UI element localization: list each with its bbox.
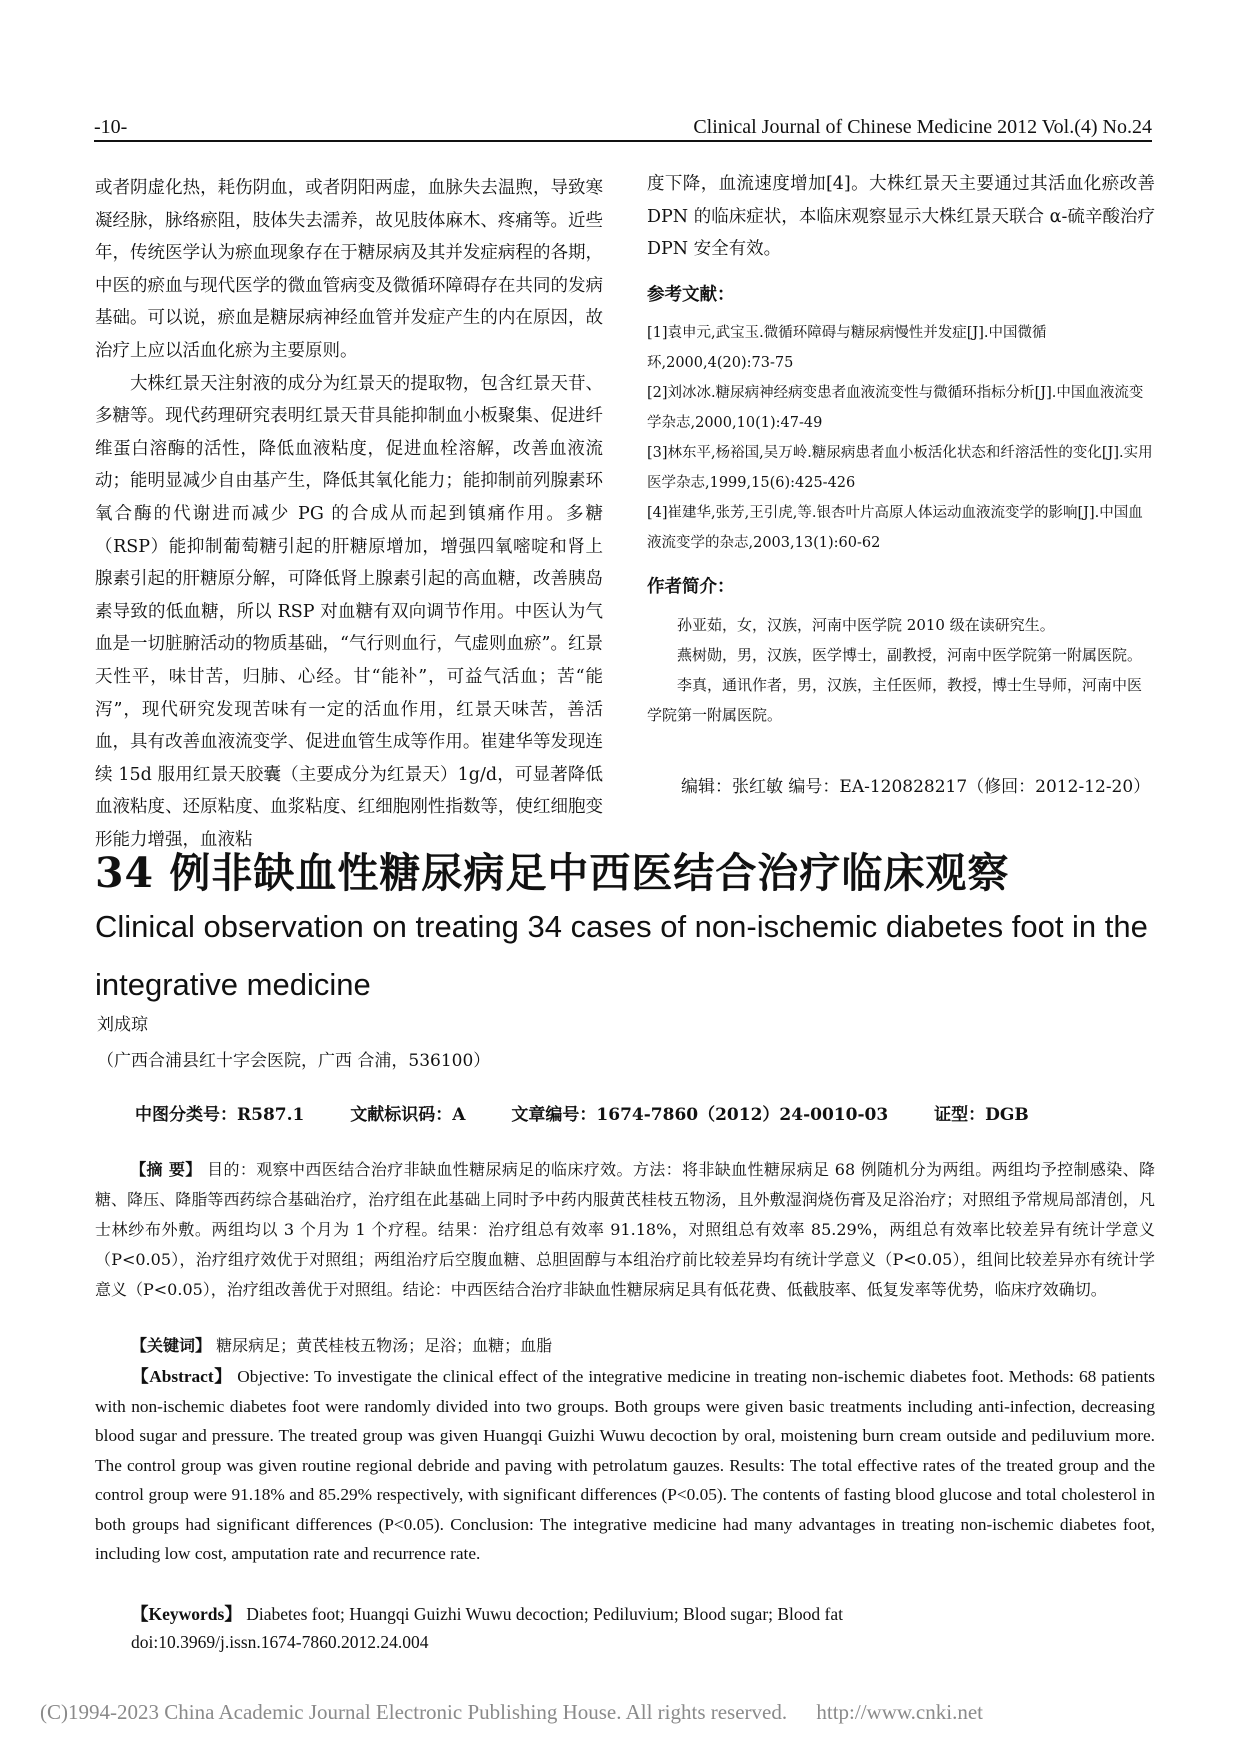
author-affiliation: （广西合浦县红十字会医院，广西 合浦，536100）: [97, 1051, 491, 1071]
doi: doi:10.3969/j.issn.1674-7860.2012.24.004: [131, 1632, 429, 1652]
keywords-en: [131, 1601, 843, 1626]
running-header: [94, 112, 1152, 142]
references-heading: 参考文献：: [647, 284, 735, 305]
copyright-text: (C)1994-2023 China Academic Journal Electronic Publishing House. All rights reserved.: [40, 1700, 788, 1724]
keywords-en-label: 【Keywords】: [131, 1604, 242, 1624]
clc-number: 中图分类号：R587.1: [135, 1105, 305, 1125]
author-bio: 燕树勋，男，汉族，医学博士，副教授，河南中医学院第一附属医院。: [677, 645, 1143, 664]
abstract-cn: [95, 1155, 1155, 1305]
editor-line: 编辑：张红敏 编号：EA-120828217（修回：2012-12-20）: [681, 776, 1151, 797]
page-number: -10-: [94, 116, 128, 138]
right-column: [647, 168, 1155, 797]
article-title-en: Clinical observation on treating 34 cases of non-ischemic diabetes foot in the integrative medicine: [95, 909, 1148, 1002]
body-paragraph: 或者阴虚化热，耗伤阴血，或者阴阳两虚，血脉失去温煦，导致寒凝经脉，脉络瘀阻，肢体失去濡养，故见肢体麻木、疼痛等。近些年，传统医学认为瘀血现象存在于糖尿病及其并发症病程的各期，中医的瘀血与现代医学的微血管病变及微循环障碍存在共同的发病基础。可以说，瘀血是糖尿病神经血管并发症产生的内在原因，故治疗上应以活血化瘀为主要原则。: [95, 178, 603, 361]
keywords-cn-text: 糖尿病足；黄芪桂枝五物汤；足浴；血糖；血脂: [216, 1336, 553, 1355]
left-column: [95, 172, 603, 856]
abstract-en: [95, 1362, 1155, 1569]
author-bio: 李真，通讯作者，男，汉族，主任医师，教授，博士生导师，河南中医学院第一附属医院。: [647, 675, 1143, 724]
keywords-cn-label: 【关键词】: [131, 1336, 212, 1355]
header-rule: [94, 140, 1152, 142]
cnki-url: http://www.cnki.net: [816, 1700, 983, 1724]
body-paragraph-continued: 度下降，血流速度增加[4]。大株红景天主要通过其活血化瘀改善 DPN 的临床症状，本临床观察显示大株红景天联合 α-硫辛酸治疗 DPN 安全有效。: [647, 174, 1155, 260]
reference-item: [3]林东平,杨裕国,吴万岭.糖尿病患者血小板活化状态和纤溶活性的变化[J].实用医学杂志,1999,15(6):425-426: [647, 444, 1153, 491]
abstract-en-text: Objective: To investigate the clinical effect of the integrative medicine in treating non-ischemic diabetes foot. Methods: 68 patients with non-ischemic diabetes foot were randomly divided into two groups. Both groups were given basic treatments including anti-infection, decreasing blood sugar and pressure. The treated group was given Huangqi Guizhi Wuwu decoction by oral, moistening burn cream outside and pediluvium more. The control group was given routine regional debride and paving with petrolatum gauzes. Results: The total effective rates of the treated group and the control group were 91.18% and 85.29% respectively, with significant differences (P<0.05). The contents of fasting blood glucose and total cholesterol in both groups had significant differences (P<0.05). Conclusion: The integrative medicine had many advantages in treating non-ischemic diabetes foot, including low cost, amputation rate and recurrence rate.: [95, 1367, 1156, 1563]
author-bio: 孙亚茹，女，汉族，河南中医学院 2010 级在读研究生。: [677, 615, 1055, 634]
copyright-footer: [40, 1700, 1007, 1725]
abstract-cn-label: 【摘 要】: [130, 1160, 202, 1179]
abstract-cn-text: 目的：观察中西医结合治疗非缺血性糖尿病足的临床疗效。方法：将非缺血性糖尿病足 68 例随机分为两组。两组均予控制感染、降糖、降压、降脂等西药综合基础治疗，治疗组在此基础上同时予中药内服黄芪桂枝五物汤，且外敷湿润烧伤膏及足浴治疗；对照组予常规局部清创，凡士林纱布外敷。两组均以 3 个月为 1 个疗程。结果：治疗组总有效率 91.18%，对照组总有效率 85.29%，两组总有效率比较差异有统计学意义（P<0.05），治疗组疗效优于对照组；两组治疗后空腹血糖、总胆固醇与本组治疗前比较差异均有统计学意义（P<0.05），组间比较差异亦有统计学意义（P<0.05），治疗组改善优于对照组。结论：中西医结合治疗非缺血性糖尿病足具有低花费、低截肢率、低复发率等优势，临床疗效确切。: [95, 1160, 1155, 1299]
reference-item: [4]崔建华,张芳,王引虎,等.银杏叶片高原人体运动血液流变学的影响[J].中国血液流变学的杂志,2003,13(1):60-62: [647, 504, 1143, 551]
article-author: 刘成琼: [97, 1015, 148, 1035]
body-paragraph: 大株红景天注射液的成分为红景天的提取物，包含红景天苷、多糖等。现代药理研究表明红景天苷具能抑制血小板聚集、促进纤维蛋白溶酶的活性，降低血液粘度，促进血栓溶解，改善血液流动；能明显减少自由基产生，降低其氧化能力；能抑制前列腺素环氧合酶的代谢进而减少 PG 的合成从而起到镇痛作用。多糖（RSP）能抑制葡萄糖引起的肝糖原增加，增强四氧嘧啶和肾上腺素引起的肝糖原分解，可降低肾上腺素引起的高血糖，改善胰岛素导致的低血糖，所以 RSP 对血糖有双向调节作用。中医认为气血是一切脏腑活动的物质基础，“气行则血行，气虚则血瘀”。红景天性平，味甘苦，归肺、心经。甘“能补”，可益气活血；苦“能泻”，现代研究发现苦味有一定的活血作用，红景天味苦，善活血，具有改善血液流变学、促进血管生成等作用。崔建华等发现连续 15d 服用红景天胶囊（主要成分为红景天）1g/d，可显著降低血液粘度、还原粘度、血浆粘度、红细胞刚性指数等，使红细胞变形能力增强，血液粘: [95, 373, 603, 850]
syndrome-type: 证型：DGB: [934, 1105, 1029, 1125]
classification-line: [135, 1100, 1145, 1125]
author-bio-heading: 作者简介：: [647, 576, 735, 597]
article-number: 文章编号：1674-7860（2012）24-0010-03: [511, 1105, 889, 1125]
article-title-cn: 34 例非缺血性糖尿病足中西医结合治疗临床观察: [95, 849, 1010, 897]
abstract-en-label: 【Abstract】: [131, 1367, 233, 1386]
journal-citation: Clinical Journal of Chinese Medicine 2012 Vol.(4) No.24: [693, 116, 1152, 138]
keywords-en-text: Diabetes foot; Huangqi Guizhi Wuwu decoction; Pediluvium; Blood sugar; Blood fat: [246, 1604, 844, 1624]
keywords-cn: [131, 1333, 552, 1356]
reference-item: [2]刘冰冰.糖尿病神经病变患者血液流变性与微循环指标分析[J].中国血液流变学杂志,2000,10(1):47-49: [647, 384, 1144, 431]
reference-item: [1]袁申元,武宝玉.微循环障碍与糖尿病慢性并发症[J].中国微循环,2000,4(20):73-75: [647, 324, 1047, 371]
document-code: 文献标识码：A: [350, 1105, 466, 1125]
